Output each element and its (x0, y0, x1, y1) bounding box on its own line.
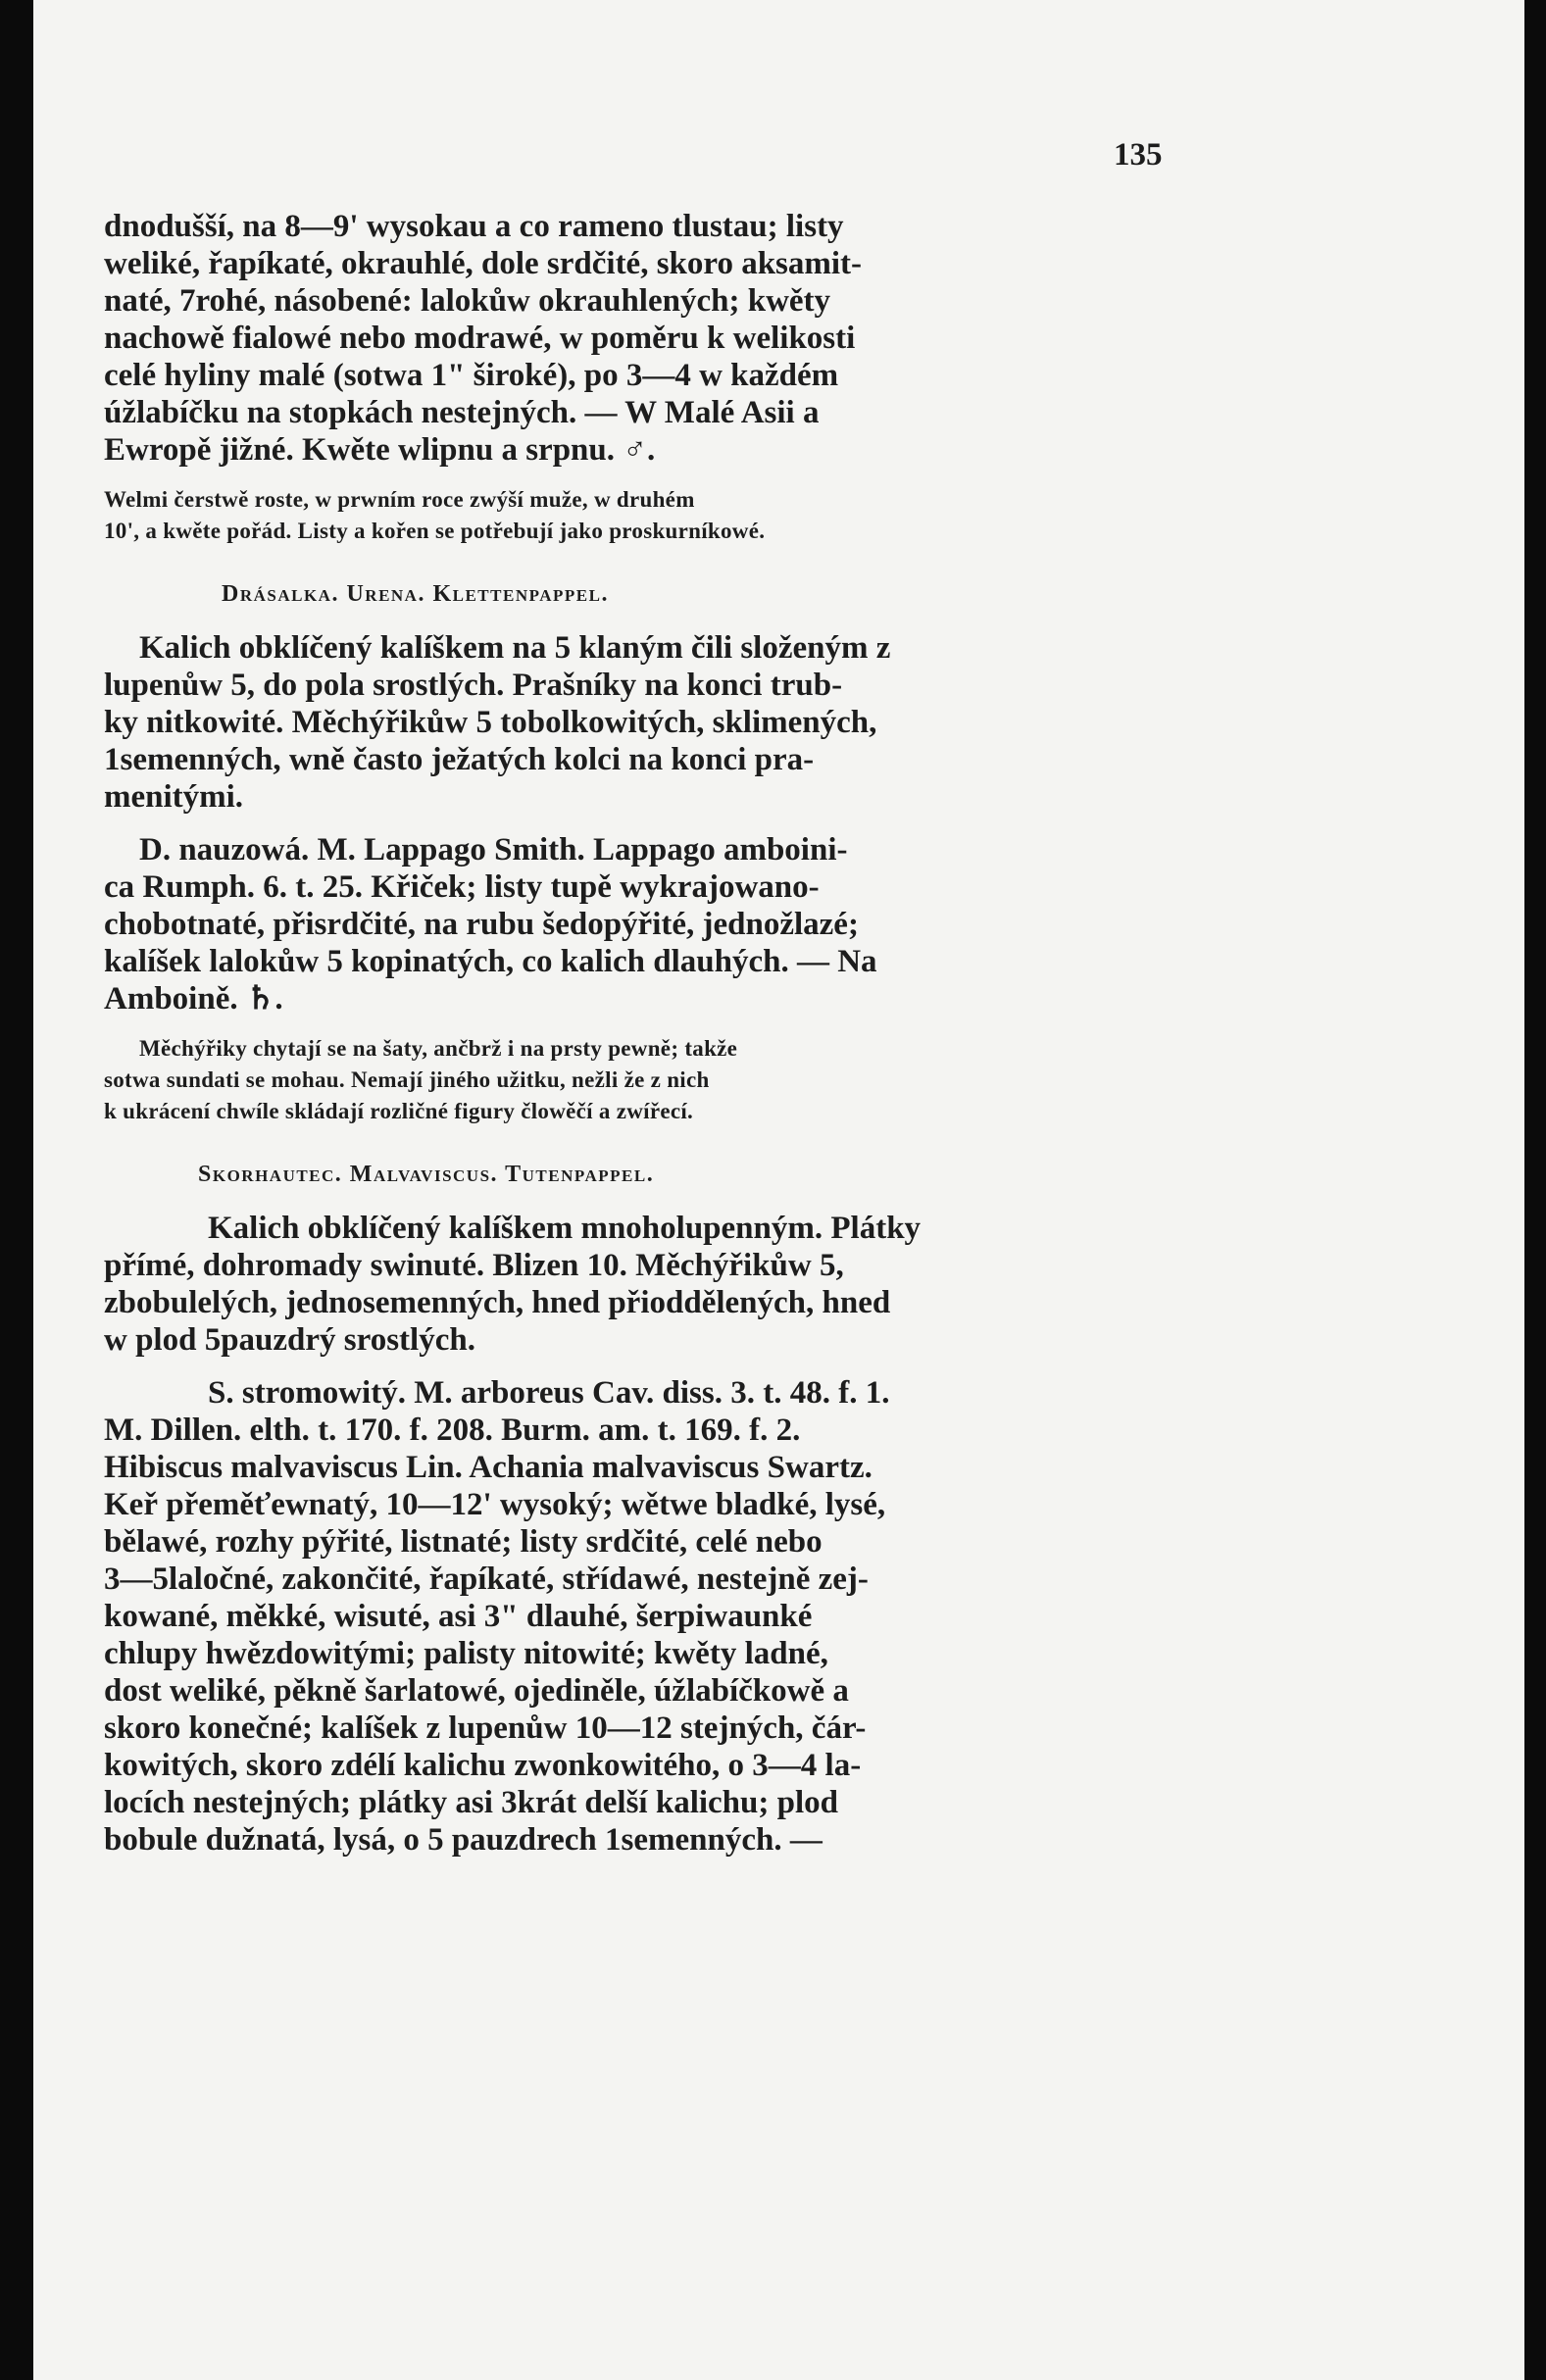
text-line: kowitých, skoro zdélí kalichu zwonkowitého, o 3—4 la- (104, 1748, 862, 1783)
text-line: ky nitkowité. Měchýřikůw 5 tobolkowitých, sklimených, (104, 705, 877, 740)
paragraph-block5 (104, 1374, 1212, 1859)
text-line: celé hyliny malé (sotwa 1" široké), po 3—4 w každém (104, 358, 839, 393)
text-line: menitými. (104, 779, 244, 815)
scan-left-edge (0, 0, 33, 2380)
note-line: Měchýřiky chytají se na šaty, ančbrž i na prsty pewně; takže (139, 1036, 738, 1061)
scan-right-edge (1524, 0, 1546, 2380)
text-line: kalíšek lalokůw 5 kopinatých, co kalich dlauhých. — Na (104, 944, 877, 979)
text-line: Kalich obklíčený kalíškem mnoholupenným. Plátky (208, 1211, 922, 1246)
text-line: úžlabíčku na stopkách nestejných. — W Malé Asii a (104, 395, 820, 430)
text-line: Amboině. ♄. (104, 981, 283, 1016)
text-line: Ewropě jižné. Kwěte wlipnu a srpnu. ♂. (104, 432, 656, 468)
paragraph-block1 (104, 208, 1212, 469)
text-line: naté, 7rohé, násobené: lalokůw okrauhlených; kwěty (104, 283, 831, 319)
text-line: chlupy hwězdowitými; palisty nitowité; kwěty ladné, (104, 1636, 828, 1671)
note-line: k ukrácení chwíle skládají rozličné figury člowěčí a zwířecí. (104, 1099, 694, 1123)
text-line: 1semenných, wně často ježatých kolci na konci pra- (104, 742, 815, 777)
note-line: 10', a kwěte pořád. Listy a kořen se potřebují jako proskurníkowé. (104, 519, 766, 543)
section-heading-urena: Drásalka. Urena. Klettenpappel. (222, 581, 609, 607)
text-line: nachowě fialowé nebo modrawé, w poměru k welikosti (104, 321, 856, 356)
note-block2 (104, 1033, 1212, 1127)
text-line: locích nestejných; plátky asi 3krát delší kalichu; plod (104, 1785, 838, 1820)
text-line: ca Rumph. 6. t. 25. Křiček; listy tupě wykrajowano- (104, 869, 820, 905)
text-line: Hibiscus malvaviscus Lin. Achania malvaviscus Swartz. (104, 1450, 873, 1485)
note-line: sotwa sundati se mohau. Nemají jiného užitku, nežli že z nich (104, 1067, 710, 1092)
text-line: M. Dillen. elth. t. 170. f. 208. Burm. am. t. 169. f. 2. (104, 1413, 801, 1448)
text-line: D. nauzowá. M. Lappago Smith. Lappago amboini- (139, 832, 848, 868)
text-line: zbobulelých, jednosemenných, hned přioddělených, hned (104, 1285, 891, 1320)
text-line: skoro konečné; kalíšek z lupenůw 10—12 stejných, čár- (104, 1711, 867, 1746)
text-line: dnodušší, na 8—9' wysokau a co rameno tlustau; listy (104, 209, 844, 244)
text-line: Kalich obklíčený kalíškem na 5 klaným čili složeným z (139, 630, 891, 666)
text-line: bělawé, rozhy pýřité, listnaté; listy srdčité, celé nebo (104, 1524, 823, 1560)
note-block1 (104, 484, 1212, 547)
note-line: Welmi čerstwě roste, w prwním roce zwýší muže, w druhém (104, 487, 695, 512)
paragraph-block4 (104, 1210, 1212, 1359)
text-line: kowané, měkké, wisuté, asi 3" dlauhé, šerpiwaunké (104, 1599, 813, 1634)
paragraph-block2 (104, 629, 1212, 816)
text-line: w plod 5pauzdrý srostlých. (104, 1322, 475, 1358)
text-line: lupenůw 5, do pola srostlých. Prašníky na konci trub- (104, 668, 843, 703)
page-content (104, 208, 1212, 1859)
text-line: 3—5laločné, zakončité, řapíkaté, střídawé, nestejně zej- (104, 1562, 869, 1597)
text-line: Keř přeměťewnatý, 10—12' wysoký; wětwe bladké, lysé, (104, 1487, 886, 1522)
text-line: bobule dužnatá, lysá, o 5 pauzdrech 1semenných. — (104, 1822, 823, 1858)
section-heading-malvaviscus: Skorhautec. Malvaviscus. Tutenpappel. (198, 1162, 655, 1187)
paragraph-block3 (104, 831, 1212, 1017)
text-line: dost weliké, pěkně šarlatowé, ojediněle, úžlabíčkowě a (104, 1673, 849, 1709)
page-number: 135 (1114, 137, 1163, 173)
text-line: chobotnaté, přisrdčité, na rubu šedopýřité, jednožlazé; (104, 907, 859, 942)
text-line: S. stromowitý. M. arboreus Cav. diss. 3. t. 48. f. 1. (208, 1375, 890, 1411)
text-line: weliké, řapíkaté, okrauhlé, dole srdčité, skoro aksamit- (104, 246, 863, 281)
text-line: přímé, dohromady swinuté. Blizen 10. Měchýřikůw 5, (104, 1248, 844, 1283)
